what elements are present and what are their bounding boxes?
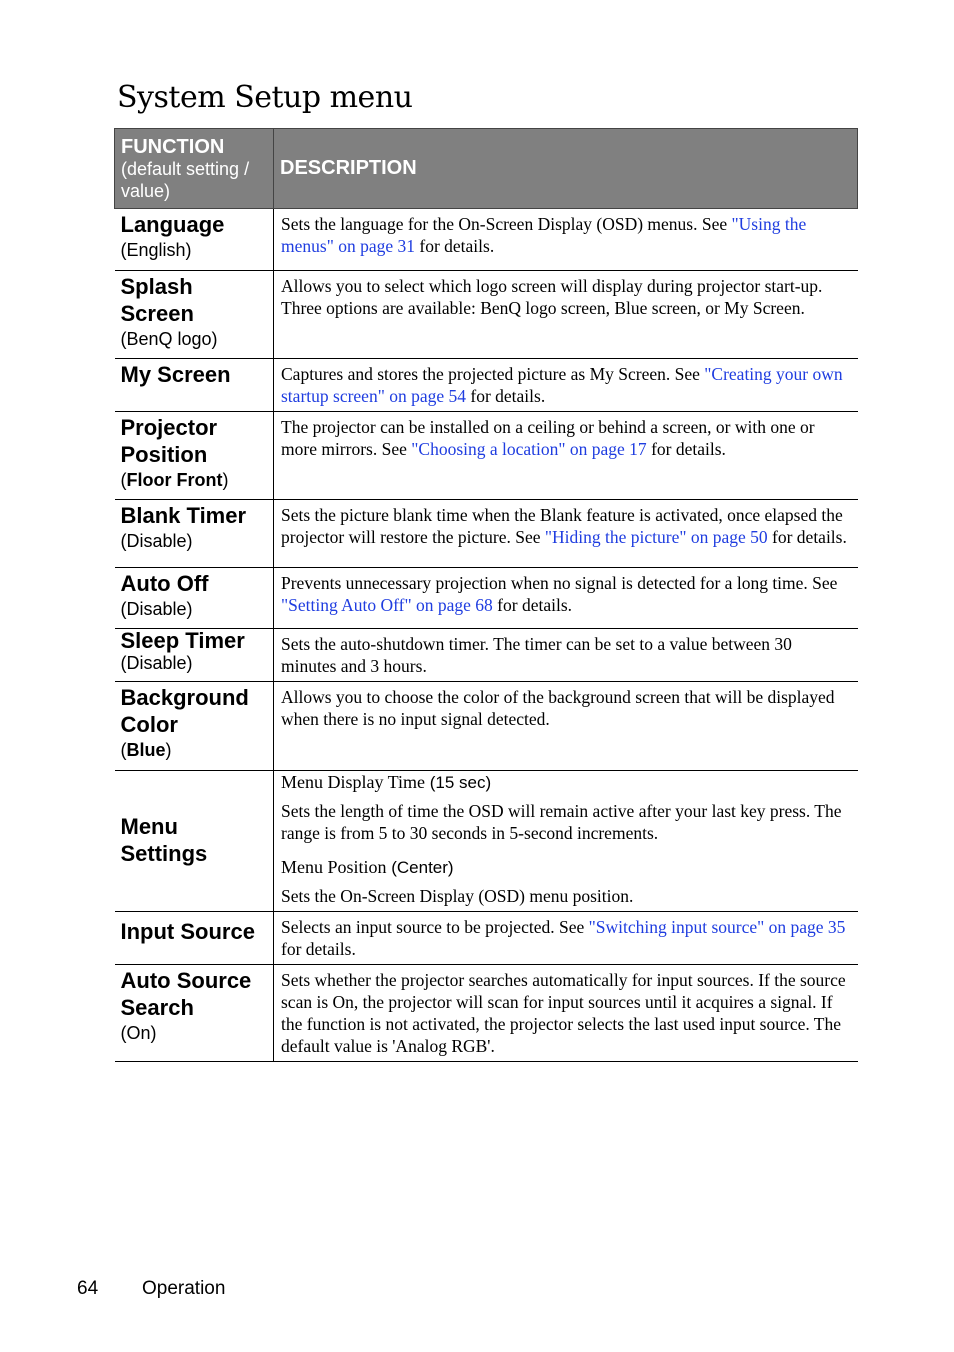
function-name: Blank Timer <box>120 503 247 528</box>
table-row-auto-off <box>115 568 858 629</box>
function-cell <box>115 412 274 500</box>
table-row-projector-position <box>115 412 858 500</box>
function-header-sublabel: (default setting / value) <box>121 158 250 201</box>
description-cell <box>274 965 858 1062</box>
function-default: (On) <box>120 1023 157 1043</box>
description-text: Selects an input source to be projected. See <box>281 917 589 937</box>
function-cell <box>115 209 274 271</box>
function-default: (Disable) <box>120 653 193 673</box>
table-row-input-source <box>115 912 858 965</box>
function-name: Auto Off <box>120 571 209 596</box>
description-text: Sets whether the projector searches automatically for input sources. If the source scan is On, the projector will scan for input sources until it acquires a signal. If the function is not activated, the projector selects the last used input source. The default value is 'Analog RGB'. <box>281 970 846 1056</box>
function-default: (Disable) <box>120 531 193 551</box>
function-name: Projector Position <box>120 415 218 467</box>
page-number: 64 <box>77 1278 99 1299</box>
description-cell <box>274 771 858 912</box>
function-cell <box>115 682 274 771</box>
section-name: Operation <box>142 1278 226 1299</box>
description-cell <box>274 912 858 965</box>
function-default: (English) <box>120 240 192 260</box>
function-cell <box>115 500 274 568</box>
description-cell <box>274 359 858 412</box>
table-row-language <box>115 209 858 271</box>
description-text: for details. <box>281 939 356 959</box>
description-text: Allows you to choose the color of the background screen that will be displayed when there is no input signal detected. <box>281 687 835 729</box>
table-row-auto-source-search <box>115 965 858 1062</box>
cross-reference-link[interactable]: "Using the menus" on page 31 <box>281 214 807 256</box>
description-text: Captures and stores the projected picture as My Screen. See <box>281 364 705 384</box>
description-cell <box>274 271 858 359</box>
function-column-header <box>115 129 274 209</box>
description-text: Sets the picture blank time when the Blank feature is activated, once elapsed the projector will restore the picture. See <box>281 505 843 547</box>
function-name: Auto Source Search <box>120 968 252 1020</box>
description-cell <box>274 209 858 271</box>
table-row-my-screen <box>115 359 858 412</box>
description-cell <box>274 412 858 500</box>
cross-reference-link[interactable]: "Creating your own startup screen" on page 54 <box>281 364 843 406</box>
cross-reference-link[interactable]: "Hiding the picture" on page 50 <box>544 527 768 547</box>
function-name: Language <box>120 212 225 237</box>
function-name: Menu Settings <box>120 814 208 866</box>
menu-display-time-heading: Menu Display Time (15 sec) <box>281 772 492 792</box>
description-column-header: DESCRIPTION <box>274 129 858 209</box>
description-text: Allows you to select which logo screen will display during projector start-up. Three options are available: BenQ logo screen, Blue screen, or My Screen. <box>281 276 823 318</box>
table-row-splash-screen <box>115 271 858 359</box>
description-text: The projector can be installed on a ceiling or behind a screen, or with one or more mirrors. See <box>281 417 815 459</box>
menu-position-text: Sets the On-Screen Display (OSD) menu position. <box>281 886 634 906</box>
function-default: (BenQ logo) <box>120 329 218 349</box>
function-default: (Blue) <box>120 740 172 760</box>
function-cell <box>115 271 274 359</box>
function-name: My Screen <box>120 362 231 387</box>
description-text: for details. <box>646 439 726 459</box>
description-text: Sets the auto-shutdown timer. The timer can be set to a value between 30 minutes and 3 hours. <box>281 634 792 676</box>
menu-display-time-text: Sets the length of time the OSD will remain active after your last key press. The range is from 5 to 30 seconds in 5-second increments. <box>281 801 842 843</box>
cross-reference-link[interactable]: "Choosing a location" on page 17 <box>411 439 647 459</box>
function-cell <box>115 965 274 1062</box>
description-text: Sets the language for the On-Screen Display (OSD) menus. See <box>281 214 732 234</box>
menu-position-heading: Menu Position (Center) <box>281 857 454 877</box>
function-header-label: FUNCTION <box>121 135 225 158</box>
function-name: Background Color <box>120 685 249 737</box>
cross-reference-link[interactable]: "Setting Auto Off" on page 68 <box>281 595 493 615</box>
description-text: for details. <box>767 527 847 547</box>
function-default: (Disable) <box>120 599 193 619</box>
function-default: (Floor Front) <box>120 470 229 490</box>
function-cell <box>115 771 274 912</box>
table-row-sleep-timer <box>115 629 858 682</box>
description-text: for details. <box>492 595 573 615</box>
description-cell <box>274 568 858 629</box>
description-text: for details. <box>415 236 495 256</box>
description-cell <box>274 682 858 771</box>
function-name: Input Source <box>120 919 255 944</box>
page-title: System Setup menu <box>117 80 413 115</box>
table-row-menu-settings <box>115 771 858 912</box>
description-text: for details. <box>466 386 546 406</box>
description-cell <box>274 500 858 568</box>
description-text: Prevents unnecessary projection when no signal is detected for a long time. See <box>281 573 838 593</box>
function-cell <box>115 912 274 965</box>
table-header-row <box>115 129 858 209</box>
description-cell <box>274 629 858 682</box>
table-row-background-color <box>115 682 858 771</box>
function-name: Splash Screen <box>120 274 194 326</box>
function-cell <box>115 568 274 629</box>
function-name: Sleep Timer <box>120 628 245 653</box>
function-cell <box>115 629 274 682</box>
function-cell <box>115 359 274 412</box>
system-setup-table <box>114 128 858 1062</box>
cross-reference-link[interactable]: "Switching input source" on page 35 <box>588 917 846 937</box>
table-row-blank-timer <box>115 500 858 568</box>
